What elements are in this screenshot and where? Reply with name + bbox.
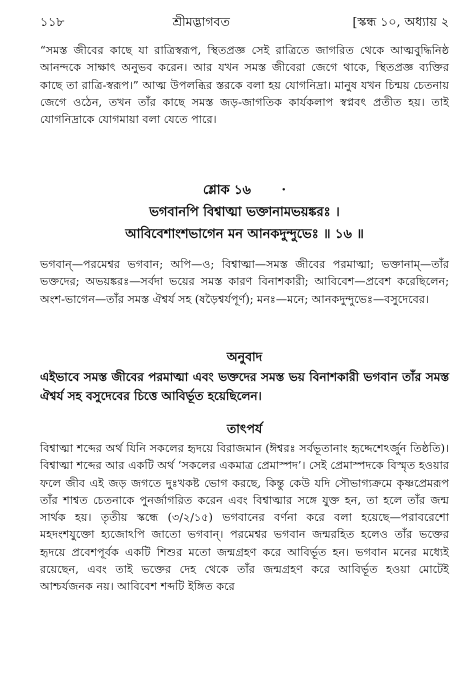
- purport-heading: তাৎপর্য: [226, 421, 263, 436]
- verse-line-2: আবিবেশাংশভাগেন মন আনকদুন্দুভেঃ ॥ ১৬ ॥: [125, 227, 364, 242]
- verse-block: [40, 180, 449, 246]
- word-for-word-synonyms: ভগবান্—পরমেশ্বর ভগবান; অপি—ও; বিশ্বাত্মা—সমস্ত জীবের পরমাত্মা; ভক্তানাম্—তাঁর ভক্তদের; অভয়ঙ্করঃ—সর্বদা ভয়ের সমস্ত কারণ বিনাশকারী; আবিবেশ—প্রবেশ করেছিলেন; অংশ-ভাগেন—তাঁর সমস্ত ঐশ্বর্য সহ (ষড়ৈশ্বর্যপূর্ণ); মনঃ—মনে; আনকদুন্দুভেঃ—বসুদেবের।: [40, 258, 449, 306]
- purport-text: বিশ্বাত্মা শব্দের অর্থ যিনি সকলের হৃদয়ে বিরাজমান (ঈশ্বরঃ সর্বভূতানাং হৃদ্দেশেঽর্জুন তিষ্ঠতি)। বিশ্বাত্মা শব্দের আর একটি অর্থ ‘সকলের একমাত্র প্রেমাস্পদ’। সেই প্রেমাস্পদকে বিস্মৃত হওয়ার ফলে জীব এই জড় জগতে দুঃখকষ্ট ভোগ করছে, কিন্তু কেউ যদি সৌভাগ্যক্রমে কৃষ্ণপ্রেমরূপ তাঁর শাশ্বত চেতনাকে পুনর্জাগরিত করেন এবং বিশ্বাত্মার সঙ্গে যুক্ত হন, তা হলে তাঁর জন্ম সার্থক হয়। তৃতীয় স্কন্ধে (৩/২/১৫) ভগবানের বর্ণনা করে বলা হয়েছে—পরাবরেশো মহদংশযুক্তো হ্যজোঽপি জাতো ভগবান্। পরমেশ্বর ভগবান জন্মরহিত হলেও তাঁর ভক্তের হৃদয়ে প্রবেশপূর্বক একটি শিশুর মতো জন্মগ্রহণ করে আবির্ভূত হন। ভগবান মনের মধ্যেই রয়েছেন, এবং তাই ভক্তের দেহ থেকে তাঁর জন্মগ্রহণ করে আবির্ভূত হওয়া মোটেই আশ্চর্যজনক নয়। আবিবেশ শব্দটি ইঙ্গিত করে: [40, 442, 449, 594]
- verse-heading: [40, 180, 449, 202]
- intro-quote-paragraph: “সমস্ত জীবের কাছে যা রাত্রিস্বরূপ, স্থিতপ্রজ্ঞ সেই রাত্রিতে জাগরিত থেকে আত্মবুদ্ধিনিষ্ঠ আনন্দকে সাক্ষাৎ অনুভব করেন। আর যখন সমস্ত জীবেরা জেগে থাকে, স্থিতপ্রজ্ঞ ব্যক্তির কাছে তা রাত্রি-স্বরূপ।” আত্ম উপলব্ধির স্তরকে বলা হয় যোগনিদ্রা। মানুষ যখন চিন্ময় চেতনায় জেগে ওঠেন, তখন তাঁর কাছে সমস্ত জড়-জাগতিক কার্যকলাপ স্বপ্নবৎ প্রতীত হয়। তাই যোগনিদ্রাকে যোগমায়া বলা যেতে পারে।: [40, 44, 449, 127]
- book-title: শ্রীমদ্ভাগবত: [172, 14, 230, 29]
- verse-mark: ·: [281, 183, 287, 198]
- verse-label: শ্লোক ১৬: [202, 183, 251, 198]
- chapter-reference: [স্কন্ধ ১০, অধ্যায় ২: [352, 14, 449, 29]
- page-header: [40, 14, 449, 36]
- page-number: ১১৮: [40, 14, 65, 29]
- verse-line-1: ভগবানপি বিশ্বাত্মা ভক্তানামভয়ঙ্করঃ ।: [149, 205, 340, 220]
- translation-text: এইভাবে সমস্ত জীবের পরমাত্মা এবং ভক্তদের সমস্ত ভয় বিনাশকারী ভগবান তাঁর সমস্ত ঐশ্বর্য সহ বসুদেবের চিত্তে আবির্ভূত হয়েছিলেন।: [40, 370, 449, 403]
- translation-heading: অনুবাদ: [226, 349, 263, 364]
